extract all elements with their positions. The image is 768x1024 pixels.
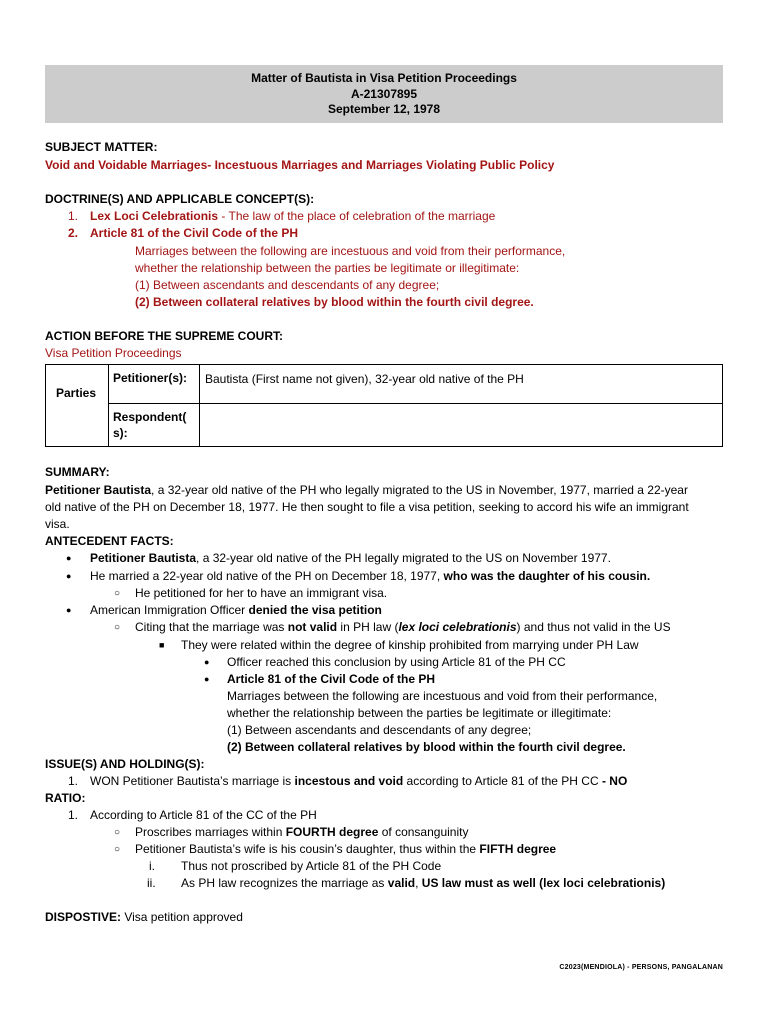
ratio-number: 1.: [68, 808, 79, 822]
antecedent-bullet-1-text: , a 32-year old native of the PH legally migrated to the US on November 1977.: [196, 551, 611, 565]
summary-heading: SUMMARY:: [45, 465, 110, 479]
circle-bullet-icon: ○: [114, 844, 121, 855]
summary-lead: Petitioner Bautista: [45, 483, 152, 497]
respondent-label: [113, 409, 186, 441]
ratio-roman-1-number: i.: [149, 859, 155, 873]
text-run: As PH law recognizes the marriage as: [181, 876, 388, 890]
bullet-icon: ●: [66, 553, 72, 563]
doctrine-article-line-3: (1) Between ascendants and descendants of any degree;: [135, 278, 440, 292]
text-run: Petitioner Bautista’s wife is his cousin’s daughter, thus within the: [135, 842, 480, 856]
doctrine-item-1: [90, 209, 495, 224]
antecedent-bullet-3-text: American Immigration Officer: [90, 603, 249, 617]
text-run-bold: valid: [387, 876, 416, 890]
parties-table: [45, 364, 723, 447]
antecedent-deep-2-title: Article 81 of the Civil Code of the PH: [227, 672, 436, 686]
action-heading: ACTION BEFORE THE SUPREME COURT:: [45, 329, 284, 343]
bullet-icon: ●: [204, 657, 210, 667]
text-run: Citing that the marriage was: [135, 620, 288, 634]
dispositive-heading: DISPOSTIVE:: [45, 910, 122, 924]
text-run: of consanguinity: [378, 825, 469, 839]
circle-bullet-icon: ○: [114, 588, 121, 599]
case-date: September 12, 1978: [327, 102, 441, 116]
doctrine-item-1-definition: - The law of the place of celebration of the marriage: [218, 209, 496, 223]
antecedent-deep-2-line-1: Marriages between the following are incestuous and void from their performance,: [227, 689, 658, 703]
antecedent-bullet-2: [90, 569, 650, 584]
text-run-bold-italic: lex loci celebrationis: [398, 620, 517, 634]
action-text: Visa Petition Proceedings: [45, 346, 182, 360]
antecedent-deep-2-line-2: whether the relationship between the parties be legitimate or illegitimate:: [227, 706, 612, 720]
petitioner-label: Petitioner(s):: [113, 371, 188, 385]
text-run: according to Article 81 of the PH CC: [403, 774, 602, 788]
ratio-sub-1: [135, 825, 468, 840]
parties-label: Parties: [56, 386, 97, 400]
antecedent-bullet-1-lead: Petitioner Bautista: [90, 551, 197, 565]
text-run: ,: [415, 876, 422, 890]
case-number: A-21307895: [350, 86, 418, 101]
bullet-icon: ●: [204, 674, 210, 684]
issue-text: [90, 774, 627, 789]
ratio-sub-2: [135, 842, 556, 857]
doctrine-item-1-term: Lex Loci Celebrationis: [90, 209, 219, 223]
issue-number: 1.: [68, 774, 79, 788]
summary-line-2: old native of the PH on December 18, 1977. He then sought to file a visa petition, seeking to accord his wife an immigrant: [45, 500, 689, 514]
case-title: Matter of Bautista in Visa Petition Proceedings: [251, 71, 517, 85]
doctrine-article-line-1: Marriages between the following are incestuous and void from their performance,: [135, 244, 566, 258]
subject-matter-text: Void and Voidable Marriages- Incestuous Marriages and Marriages Violating Public Policy: [45, 158, 555, 172]
doctrine-heading: DOCTRINE(S) AND APPLICABLE CONCEPT(S):: [45, 192, 315, 206]
text-run-bold: not valid: [287, 620, 338, 634]
ratio-text: According to Article 81 of the CC of the PH: [90, 808, 317, 822]
doctrine-item-1-number: 1.: [68, 209, 79, 223]
ratio-heading: RATIO:: [45, 791, 86, 805]
issue-heading: ISSUE(S) AND HOLDING(S):: [45, 757, 205, 771]
doctrine-item-2-term: Article 81 of the Civil Code of the PH: [90, 226, 299, 240]
text-run: ) and thus not valid in the US: [516, 620, 671, 634]
antecedent-bullet-1: [90, 551, 611, 566]
ratio-roman-2-number: ii.: [147, 876, 156, 890]
antecedent-bullet-3: [90, 603, 382, 618]
text-run-bold: US law must as well (lex loci celebrationis): [421, 876, 666, 890]
antecedent-bullet-2-sub: He petitioned for her to have an immigrant visa.: [135, 586, 388, 600]
antecedent-bullet-3-bold: denied the visa petition: [248, 603, 382, 617]
dispositive: [45, 910, 243, 925]
antecedent-bullet-3-sub: [135, 620, 671, 635]
text-run: in PH law (: [337, 620, 399, 634]
square-bullet-icon: ■: [159, 640, 165, 650]
antecedent-deep-1: Officer reached this conclusion by using Article 81 of the PH CC: [227, 655, 566, 669]
ratio-roman-1: Thus not proscribed by Article 81 of the PH Code: [181, 859, 442, 873]
ratio-roman-2: [181, 876, 665, 891]
antecedent-deep-2-line-4: (2) Between collateral relatives by blood within the fourth civil degree.: [227, 740, 626, 754]
summary-line-1-text: , a 32-year old native of the PH who legally migrated to the US in November, 1977, married a 22-year: [151, 483, 688, 497]
case-header: [45, 65, 723, 123]
antecedent-bullet-2-text: He married a 22-year old native of the PH on December 18, 1977,: [90, 569, 444, 583]
respondent-label-line-1: Respondent(: [113, 410, 187, 424]
antecedent-bullet-2-bold: who was the daughter of his cousin.: [443, 569, 651, 583]
page-footer: C2023(MENDIOLA) - PERSONS, PANGALANAN: [559, 964, 723, 971]
respondent-label-line-2: s):: [113, 426, 128, 440]
text-run-bold: FIFTH degree: [479, 842, 557, 856]
petitioner-value: Bautista (First name not given), 32-year old native of the PH: [205, 372, 524, 386]
issue-holding: - NO: [601, 774, 628, 788]
bullet-icon: ●: [66, 571, 72, 581]
text-run-bold: FOURTH degree: [285, 825, 379, 839]
circle-bullet-icon: ○: [114, 622, 121, 633]
doctrine-item-2-number: 2.: [68, 226, 79, 240]
text-run-bold: incestous and void: [294, 774, 404, 788]
circle-bullet-icon: ○: [114, 827, 121, 838]
text-run: Proscribes marriages within: [135, 825, 286, 839]
antecedent-square-item: They were related within the degree of kinship prohibited from marrying under PH Law: [181, 638, 639, 652]
antecedent-deep-2-line-3: (1) Between ascendants and descendants of any degree;: [227, 723, 532, 737]
summary-line-3: visa.: [45, 517, 70, 531]
doctrine-article-line-4: (2) Between collateral relatives by blood within the fourth civil degree.: [135, 295, 534, 309]
subject-matter-heading: SUBJECT MATTER:: [45, 140, 158, 154]
text-run: WON Petitioner Bautista’s marriage is: [90, 774, 295, 788]
doctrine-article-line-2: whether the relationship between the parties be legitimate or illegitimate:: [135, 261, 520, 275]
antecedent-heading: ANTECEDENT FACTS:: [45, 534, 174, 548]
summary-line-1: [45, 483, 688, 498]
bullet-icon: ●: [66, 605, 72, 615]
dispositive-text: Visa petition approved: [121, 910, 243, 924]
